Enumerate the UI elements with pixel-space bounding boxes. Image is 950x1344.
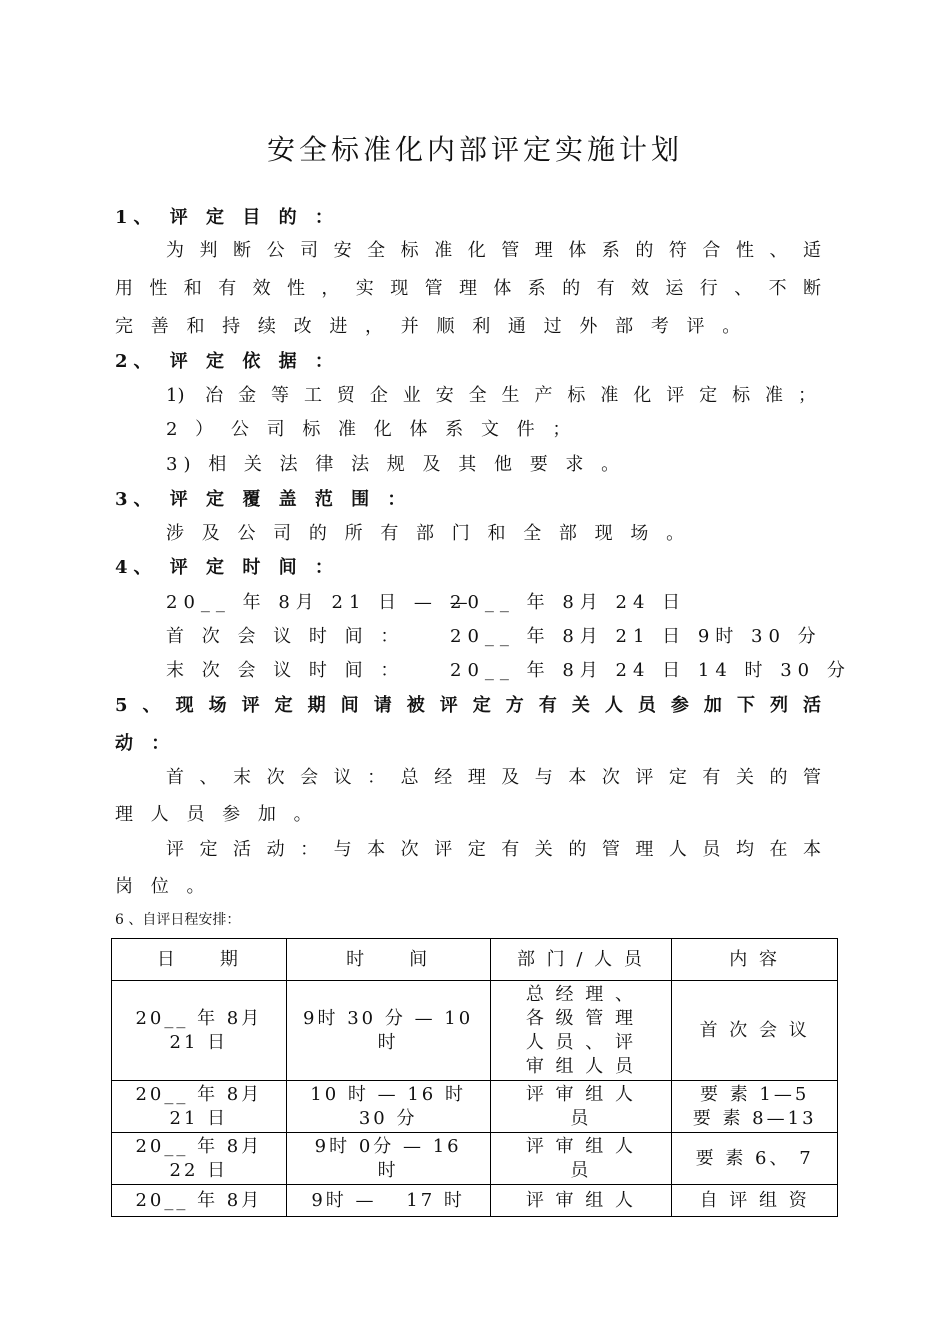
section-5-line-3: 评定活动：与本次评定有关的管理人员均在本 (166, 839, 821, 860)
row-dept: 员 (570, 1159, 592, 1181)
row-content: 要 素 8—13 (692, 1107, 817, 1129)
section-5-line-1: 首、末次会议：总经理及与本次评定有关的管 (166, 767, 821, 788)
schedule-table (111, 938, 838, 1217)
row-time-cont: 时 (377, 1031, 399, 1053)
row-date: 20__ 年 8月 (135, 1189, 263, 1211)
last-meeting-time: 20__ 年 8月 24 日 14 时 30 分 (450, 660, 851, 681)
section-2-item-3: 3) 相 关 法 律 法 规 及 其 他 要 求 。 (166, 454, 626, 475)
row-time-cont: 30 分 (358, 1107, 418, 1129)
table-row (112, 1133, 838, 1185)
first-meeting-time: 20__ 年 8月 21 日 9时 30 分 (450, 626, 822, 647)
section-1-heading: 1、 评 定 目 的 ： (115, 207, 339, 228)
section-5-heading-cont: 动 ： (115, 733, 176, 754)
table-row (112, 1081, 838, 1133)
row-dept: 员 (570, 1107, 592, 1129)
section-1-line-2: 用性和有效性，实现管理体系的有效运行、不断 (115, 278, 821, 299)
row-dept: 各 级 管 理 (525, 1007, 636, 1029)
row-dept: 审 组 人 员 (525, 1055, 636, 1077)
header-dept: 部 门 / 人 员 (490, 939, 672, 981)
row-date: 20__ 年 8月 (135, 1083, 263, 1105)
row-dept: 人 员 、 评 (525, 1031, 636, 1053)
table-row (112, 1185, 838, 1217)
row-time: 9时 30 分 — 10 (303, 1007, 474, 1029)
row-dept: 评 审 组 人 (525, 1083, 636, 1105)
row-date-cont: 21 日 (169, 1031, 229, 1053)
header-time: 时 间 (286, 939, 490, 981)
section-2-item-2: 2 ） 公 司 标 准 化 体 系 文 件 ； (166, 419, 577, 440)
row-content: 首 次 会 议 (699, 1019, 810, 1041)
section-6-heading: 6 、自评日程安排： (115, 912, 241, 928)
section-3-heading: 3、 评 定 覆 盖 范 围 ： (115, 489, 412, 510)
section-4-start-date: 20__ 年 8月 21 日 — — (166, 592, 474, 613)
row-time: 9时 — 17 时 (311, 1189, 465, 1211)
row-date-cont: 22 日 (169, 1159, 229, 1181)
table-header-row (112, 939, 838, 981)
section-4-end-date: 20__ 年 8月 24 日 (450, 592, 687, 613)
row-date: 20__ 年 8月 (135, 1135, 263, 1157)
first-meeting-label: 首 次 会 议 时 间 ： (166, 626, 405, 647)
row-dept: 评 审 组 人 (525, 1189, 636, 1211)
last-meeting-label: 末 次 会 议 时 间 ： (166, 660, 405, 681)
header-content: 内 容 (672, 939, 838, 981)
row-time-cont: 时 (377, 1159, 399, 1181)
header-date: 日 期 (112, 939, 287, 981)
row-date: 20__ 年 8月 (135, 1007, 263, 1029)
page-title: 安全标准化内部评定实施计划 (266, 133, 683, 166)
section-5-line-2: 理 人 员 参 加 。 (115, 804, 318, 825)
row-content: 要 素 1—5 (699, 1083, 810, 1105)
section-2-heading: 2、 评 定 依 据 ： (115, 351, 339, 372)
section-1-line-1: 为判断公司安全标准化管理体系的符合性、适 (166, 240, 821, 261)
section-5-heading: 5、现场评定期间请被评定方有关人员参加下列活 (115, 695, 821, 716)
row-dept: 评 审 组 人 (525, 1135, 636, 1157)
section-5-line-4: 岗 位 。 (115, 876, 211, 897)
section-4-heading: 4、 评 定 时 间 ： (115, 557, 339, 578)
row-date-cont: 21 日 (169, 1107, 229, 1129)
row-time: 9时 0分 — 16 (314, 1135, 462, 1157)
row-content: 要 素 6、 7 (695, 1147, 814, 1169)
row-content: 自 评 组 资 (699, 1189, 810, 1211)
table-row (112, 981, 838, 1081)
row-dept: 总 经 理 、 (525, 983, 636, 1005)
row-time: 10 时 — 16 时 (310, 1083, 466, 1105)
section-3-line-1: 涉 及 公 司 的 所 有 部 门 和 全 部 现 场 。 (166, 523, 691, 544)
section-1-line-3: 完 善 和 持 续 改 进 ， 并 顺 利 通 过 外 部 考 评 。 (115, 316, 747, 337)
section-2-item-1: 1) 冶金等工贸企业安全生产标准化评定标准； (166, 385, 816, 406)
